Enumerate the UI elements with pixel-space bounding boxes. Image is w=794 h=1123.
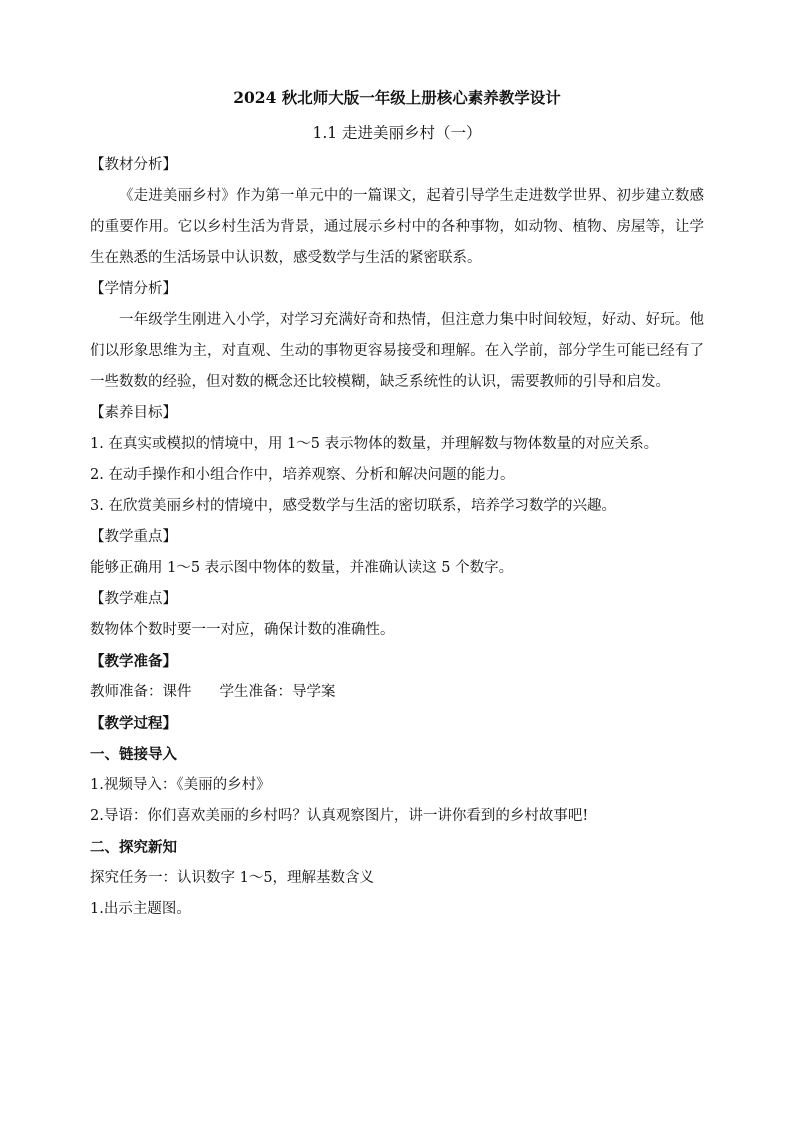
- heading-key-points: 【教学重点】: [90, 529, 177, 545]
- heading-textbook-analysis: 【教材分析】: [90, 157, 177, 173]
- section-1-item-2: 2.导语：你们喜欢美丽的乡村吗？认真观察图片，讲一讲你看到的乡村故事吧!: [90, 808, 589, 824]
- section-1-item-1: 1.视频导入：《美丽的乡村》: [90, 777, 271, 793]
- section-2-task: 探究任务一：认识数字 1～5，理解基数含义: [90, 870, 375, 886]
- document-title: 2024 秋北师大版一年级上册核心素养教学设计: [233, 88, 561, 107]
- goal-item-2: 2. 在动手操作和小组合作中，培养观察、分析和解决问题的能力。: [90, 467, 515, 483]
- heading-process: 【教学过程】: [90, 715, 177, 732]
- student-analysis-text: 一年级学生刚进入小学，对学习充满好奇和热情，但注意力集中时间较短，好动、好玩。他们以形象思维为主，对直观、生动的事物更容易接受和理解。在入学前，部分学生可能已经有了一些数数的经验，但对数的概念还比较模糊，缺乏系统性的认识，需要教师的引导和启发。: [90, 312, 704, 390]
- lesson-title: 1.1 走进美丽乡村（一）: [312, 124, 482, 142]
- heading-preparation: 【教学准备】: [90, 653, 177, 670]
- heading-student-analysis: 【学情分析】: [90, 281, 177, 297]
- section-1-title: 一、链接导入: [90, 746, 177, 763]
- section-2-item-1: 1.出示主题图。: [90, 901, 191, 917]
- heading-difficulties: 【教学难点】: [90, 591, 177, 607]
- teacher-preparation: 教师准备：课件: [90, 684, 192, 700]
- heading-goals: 【素养目标】: [90, 405, 177, 421]
- goal-item-1: 1. 在真实或模拟的情境中，用 1～5 表示物体的数量，并理解数与物体数量的对应关系。: [90, 436, 659, 452]
- key-points-text: 能够正确用 1～5 表示图中物体的数量，并准确认读这 5 个数字。: [90, 560, 514, 576]
- student-preparation: 学生准备：导学案: [219, 684, 336, 700]
- preparation-line: [90, 677, 704, 708]
- difficulties-text: 数物体个数时要一一对应，确保计数的准确性。: [90, 622, 395, 638]
- textbook-analysis-text: 《走进美丽乡村》作为第一单元中的一篇课文，起着引导学生走进数学世界、初步建立数感的重要作用。它以乡村生活为背景，通过展示乡村中的各种事物，如动物、植物、房屋等，让学生在熟悉的生活场景中认识数，感受数学与生活的紧密联系。: [90, 188, 704, 266]
- document-page: [90, 86, 704, 925]
- section-2-title: 二、探究新知: [90, 839, 177, 856]
- goal-item-3: 3. 在欣赏美丽乡村的情境中，感受数学与生活的密切联系，培养学习数学的兴趣。: [90, 498, 616, 514]
